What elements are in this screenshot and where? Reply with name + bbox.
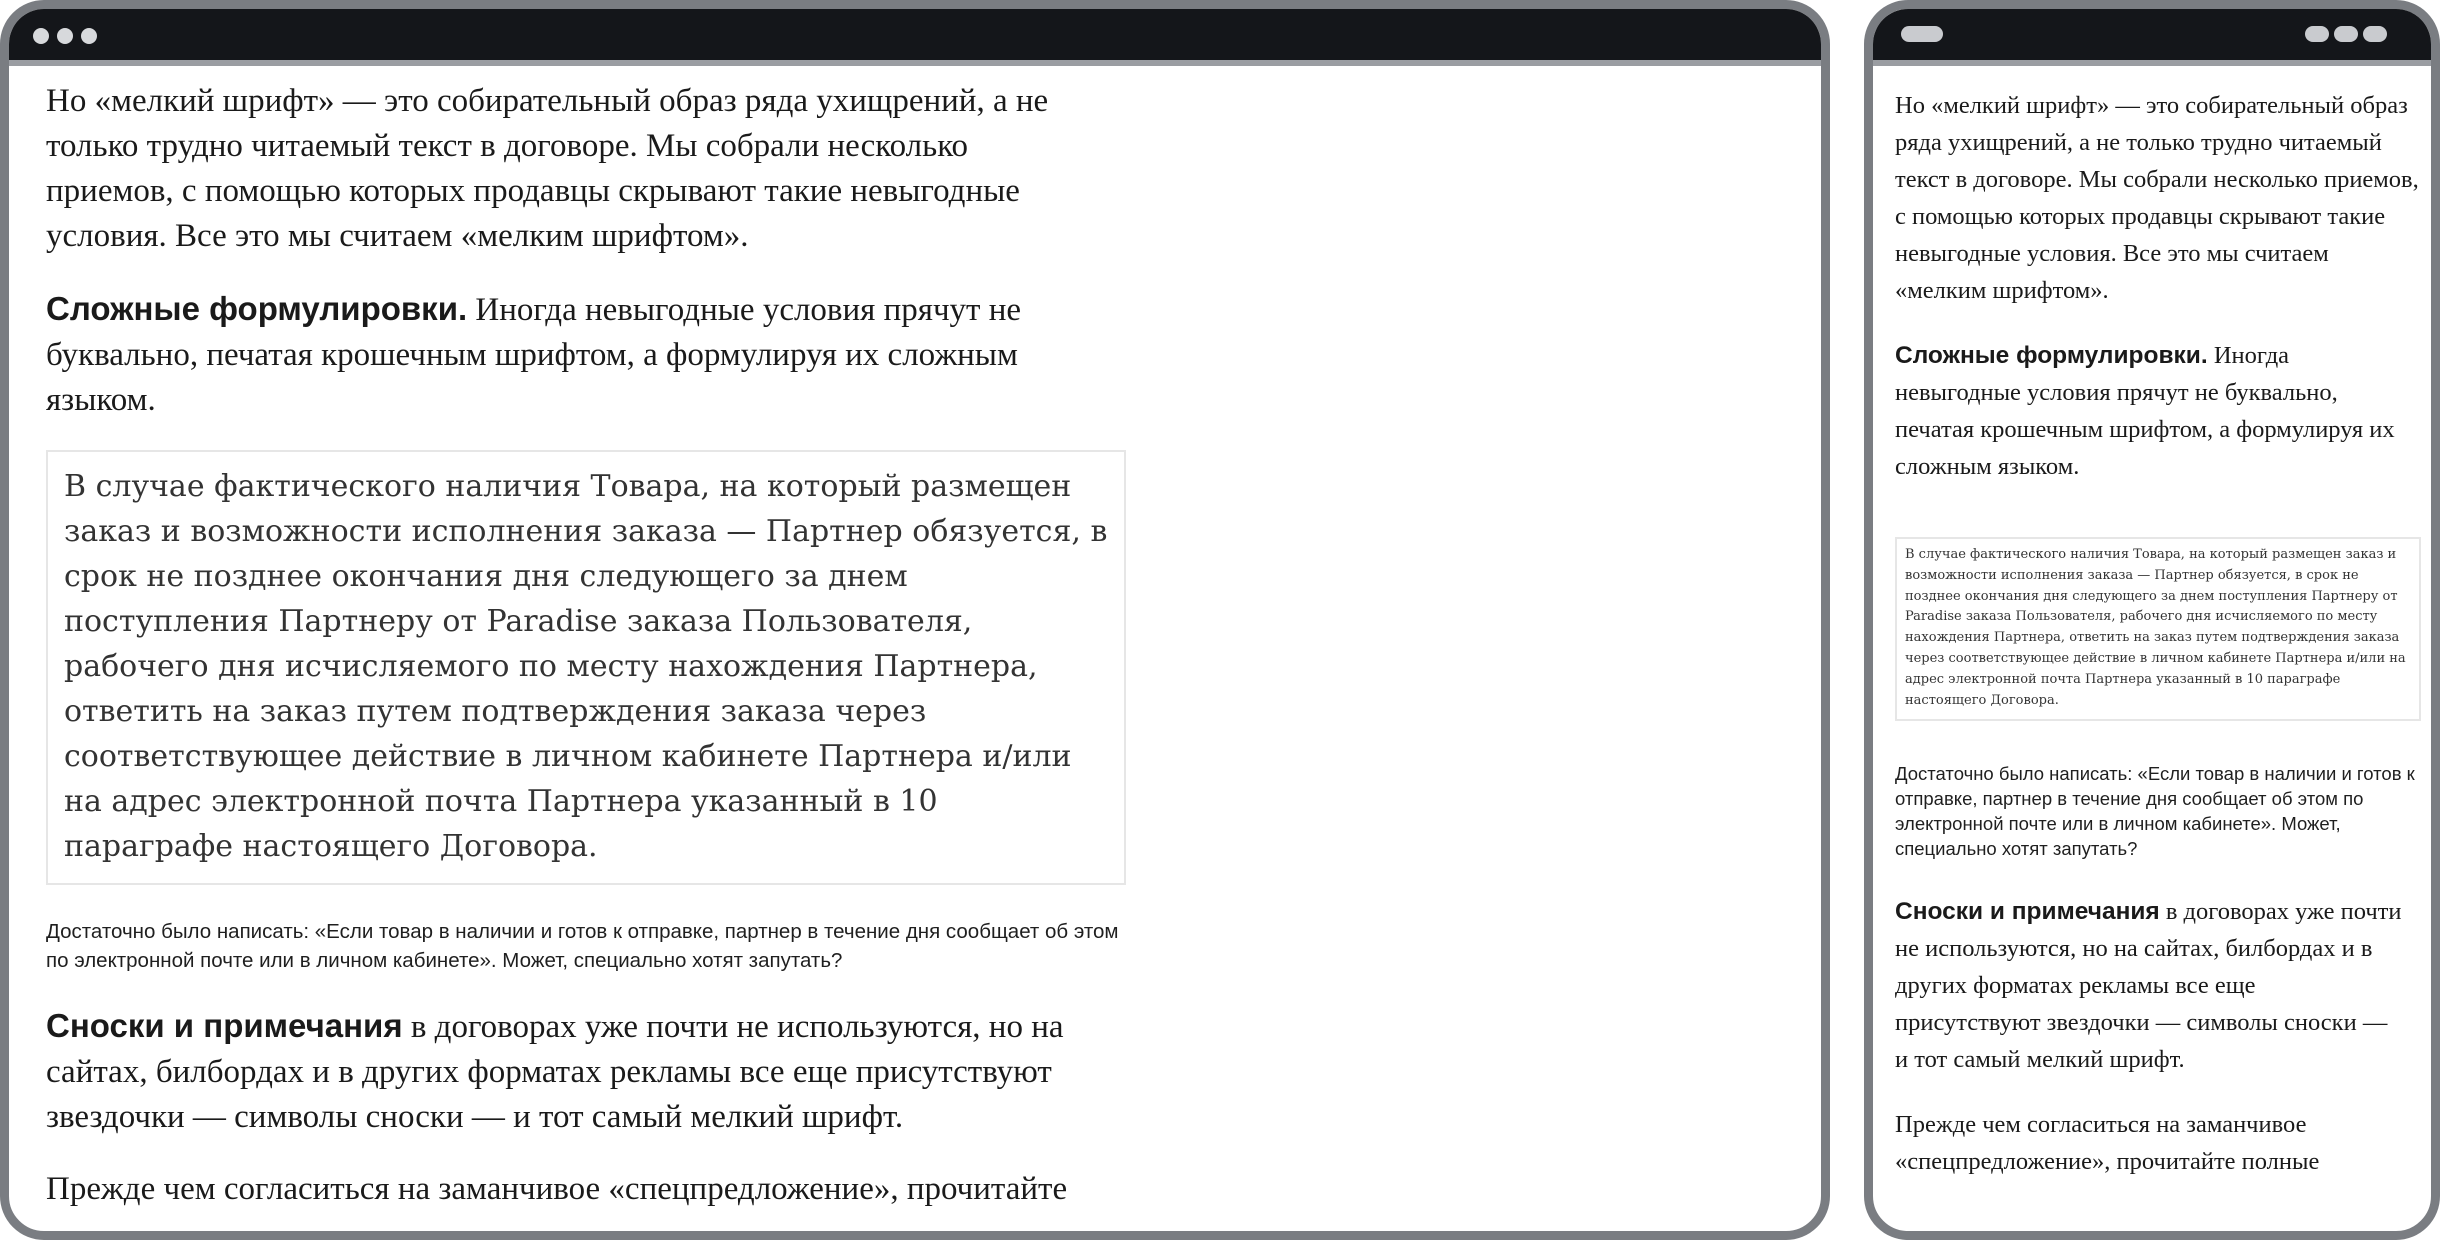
quote-note: Достаточно было написать: «Если товар в наличии и готов к отправке, партнер в течение дня сообщает об этом по электронной почте или в личном кабинете». Может, специально хотят запутать?	[46, 920, 1119, 972]
contract-quote: В случае фактического наличия Товара, на который размещен заказ и возможности исполнения заказа — Партнер обязуется, в срок не позднее окончания дня следующего за днем поступления Партнеру от Paradise заказа Пользователя, рабочего дня исчисляемого по месту нахождения Партнера, ответить на заказ путем подтверждения заказа через соответствующее действие в личном кабинете Партнера и/или на адрес электронной почта Партнера указанный в 10 параграфе настоящего Договора.	[46, 450, 1126, 885]
heading-complex-wording: Сложные формулировки.	[1895, 342, 2208, 369]
mobile-indicator-1	[2305, 26, 2329, 42]
window-minimize-dot[interactable]	[57, 28, 73, 44]
mobile-article	[1895, 87, 2423, 1208]
paragraph-before-agree: Прежде чем согласиться на заманчивое «спецпредложение», прочитайте полные	[1895, 1111, 2320, 1176]
mobile-indicator-2	[2334, 26, 2358, 42]
contract-quote: В случае фактического наличия Товара, на который размещен заказ и возможности исполнения заказа — Партнер обязуется, в срок не позднее окончания дня следующего за днем поступления Партнеру от Paradise заказа Пользователя, рабочего дня исчисляемого по месту нахождения Партнера, ответить на заказ путем подтверждения заказа через соответствующее действие в личном кабинете Партнера и/или на адрес электронной почта Партнера указанный в 10 параграфе настоящего Договора.	[1895, 537, 2421, 721]
mobile-indicator-3	[2363, 26, 2387, 42]
paragraph-before-agree: Прежде чем согласиться на заманчивое «спецпредложение», прочитайте	[46, 1171, 1068, 1207]
desktop-titlebar	[9, 9, 1821, 60]
mobile-browser-frame	[1864, 0, 2440, 1240]
paragraph-footnotes: Сноски и примечания в договорах уже почти не используются, но на сайтах, билбордах и в других форматах рекламы все еще присутствуют звездочки — символы сноски — и тот самый мелкий шрифт.	[46, 1007, 1064, 1135]
paragraph-complex-wording: Сложные формулировки. Иногда невыгодные условия прячут не буквально, печатая крошечным шрифтом, а формулируя их сложным языком.	[1895, 342, 2395, 480]
paragraph-intro: Но «мелкий шрифт» — это собирательный образ ряда ухищрений, а не только трудно читаемый текст в договоре. Мы собрали несколько приемов, с помощью которых продавцы скрывают такие невыгодные условия. Все это мы считаем «мелким шрифтом».	[46, 83, 1049, 254]
quote-note: Достаточно было написать: «Если товар в наличии и готов к отправке, партнер в течение дня сообщает об этом по электронной почте или в личном кабинете». Может, специально хотят запутать?	[1895, 763, 2415, 860]
heading-footnotes: Сноски и примечания	[46, 1007, 403, 1044]
paragraph-intro: Но «мелкий шрифт» — это собирательный образ ряда ухищрений, а не только трудно читаемый текст в договоре. Мы собрали несколько приемов, с помощью которых продавцы скрывают такие невыгодные условия. Все это мы считаем «мелким шрифтом».	[1895, 92, 2419, 304]
paragraph-complex-wording: Сложные формулировки. Иногда невыгодные условия прячут не буквально, печатая крошечным шрифтом, а формулируя их сложным языком.	[46, 290, 1022, 418]
window-close-dot[interactable]	[33, 28, 49, 44]
mobile-status-pill	[1901, 26, 1943, 42]
heading-complex-wording: Сложные формулировки.	[46, 290, 468, 327]
heading-footnotes: Сноски и примечания	[1895, 898, 2160, 926]
paragraph-footnotes: Сноски и примечания в договорах уже почти не используются, но на сайтах, билбордах и в других форматах рекламы все еще присутствуют звездочки — символы сноски — и тот самый мелкий шрифт.	[1895, 898, 2402, 1074]
window-maximize-dot[interactable]	[81, 28, 97, 44]
mobile-titlebar	[1873, 9, 2431, 60]
desktop-article	[46, 79, 1126, 1239]
